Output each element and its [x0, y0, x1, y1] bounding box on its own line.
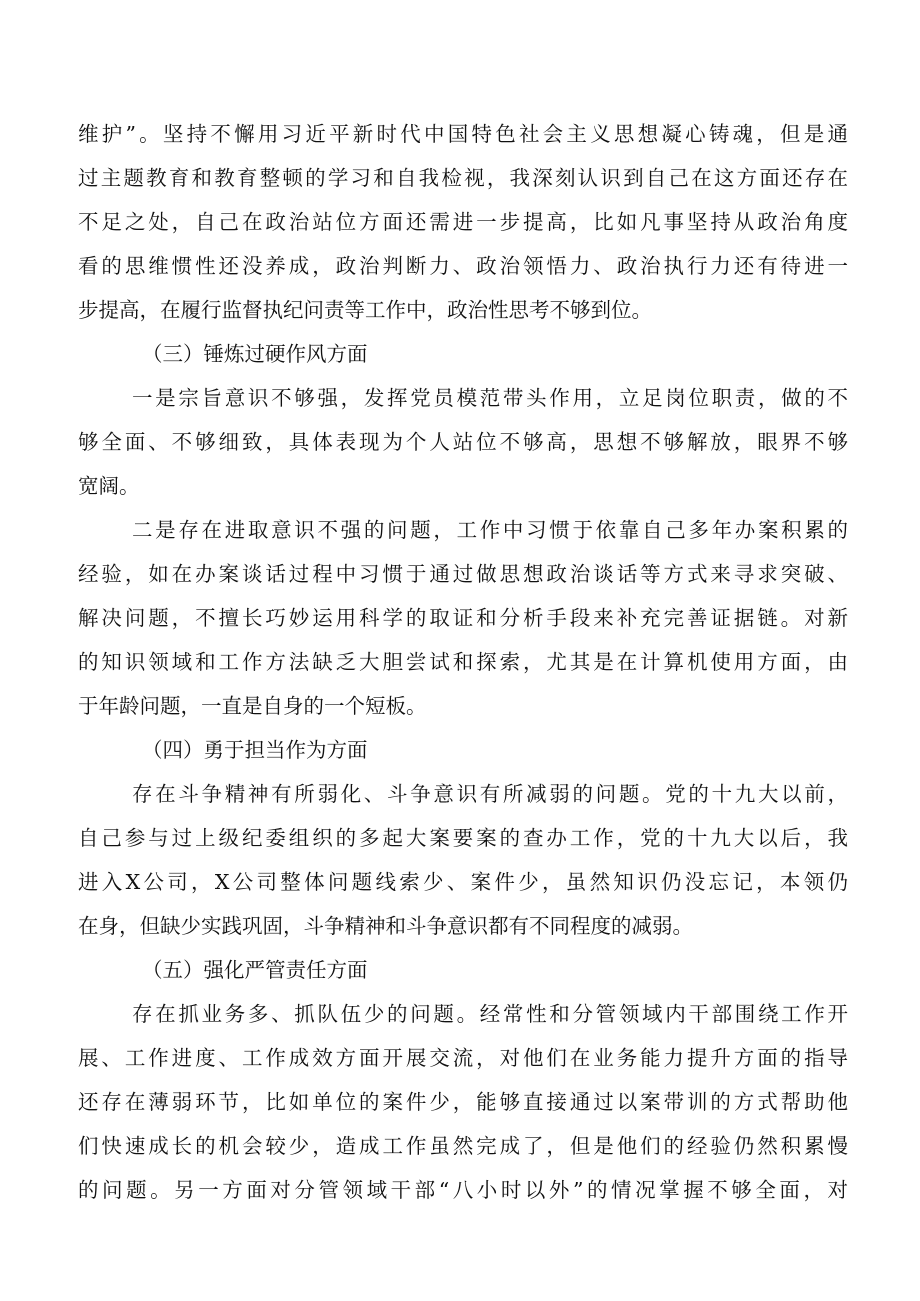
paragraph [78, 376, 848, 508]
text-line: 维护”。坚持不懈用习近平新时代中国特色社会主义思想凝心铸魂，但是通 [78, 122, 848, 146]
text-line: 的知识领域和工作方法缺乏大胆尝试和探索，尤其是在计算机使用方面，由 [78, 650, 848, 674]
section-heading: （五）强化严管责任方面 [142, 958, 368, 982]
text-line: 展、工作进度、工作成效方面开展交流，对他们在业务能力提升方面的指导 [78, 1046, 848, 1070]
text-line: 自己参与过上级纪委组织的多起大案要案的查办工作，党的十九大以后，我 [78, 826, 848, 850]
text-line: 步提高，在履行监督执纪问责等工作中，政治性思考不够到位。 [78, 298, 652, 322]
text-line: 解决问题，不擅长巧妙运用科学的取证和分析手段来补充完善证据链。对新 [78, 606, 848, 630]
section-heading: （四）勇于担当作为方面 [142, 738, 368, 762]
section-heading-4 [78, 728, 848, 772]
section-heading-5 [78, 948, 848, 992]
text-line: 存在斗争精神有所弱化、斗争意识有所减弱的问题。党的十九大以前， [132, 782, 848, 806]
text-line: 二是存在进取意识不强的问题，工作中习惯于依靠自己多年办案积累的 [132, 518, 848, 542]
text-line: 的问题。另一方面对分管领域干部“八小时以外”的情况掌握不够全面，对 [78, 1178, 848, 1202]
document-body [78, 112, 848, 1212]
text-line: 不足之处，自己在政治站位方面还需进一步提高，比如凡事坚持从政治角度 [78, 210, 848, 234]
text-line: 进入X公司，X公司整体问题线索少、案件少，虽然知识仍没忘记，本领仍 [78, 870, 848, 894]
paragraph [78, 508, 848, 728]
section-heading-3 [78, 332, 848, 376]
text-line: 过主题教育和教育整顿的学习和自我检视，我深刻认识到自己在这方面还存在 [78, 166, 848, 190]
text-line: 存在抓业务多、抓队伍少的问题。经常性和分管领域内干部围绕工作开 [132, 1002, 848, 1026]
text-line: 一是宗旨意识不够强，发挥党员模范带头作用，立足岗位职责，做的不 [132, 386, 848, 410]
text-line: 宽阔。 [78, 474, 140, 498]
text-line: 们快速成长的机会较少，造成工作虽然完成了，但是他们的经验仍然积累慢 [78, 1134, 848, 1158]
text-line: 够全面、不够细致，具体表现为个人站位不够高，思想不够解放，眼界不够 [78, 430, 848, 454]
text-line: 看的思维惯性还没养成，政治判断力、政治领悟力、政治执行力还有待进一 [78, 254, 848, 278]
paragraph [78, 992, 848, 1212]
paragraph [78, 772, 848, 948]
text-line: 于年龄问题，一直是自身的一个短板。 [78, 694, 427, 718]
text-line: 在身，但缺少实践巩固，斗争精神和斗争意识都有不同程度的减弱。 [78, 914, 693, 938]
text-line: 还存在薄弱环节，比如单位的案件少，能够直接通过以案带训的方式帮助他 [78, 1090, 848, 1114]
section-heading: （三）锤炼过硬作风方面 [142, 342, 368, 366]
text-line: 经验，如在办案谈话过程中习惯于通过做思想政治谈话等方式来寻求突破、 [78, 562, 848, 586]
paragraph-continuation [78, 112, 848, 332]
